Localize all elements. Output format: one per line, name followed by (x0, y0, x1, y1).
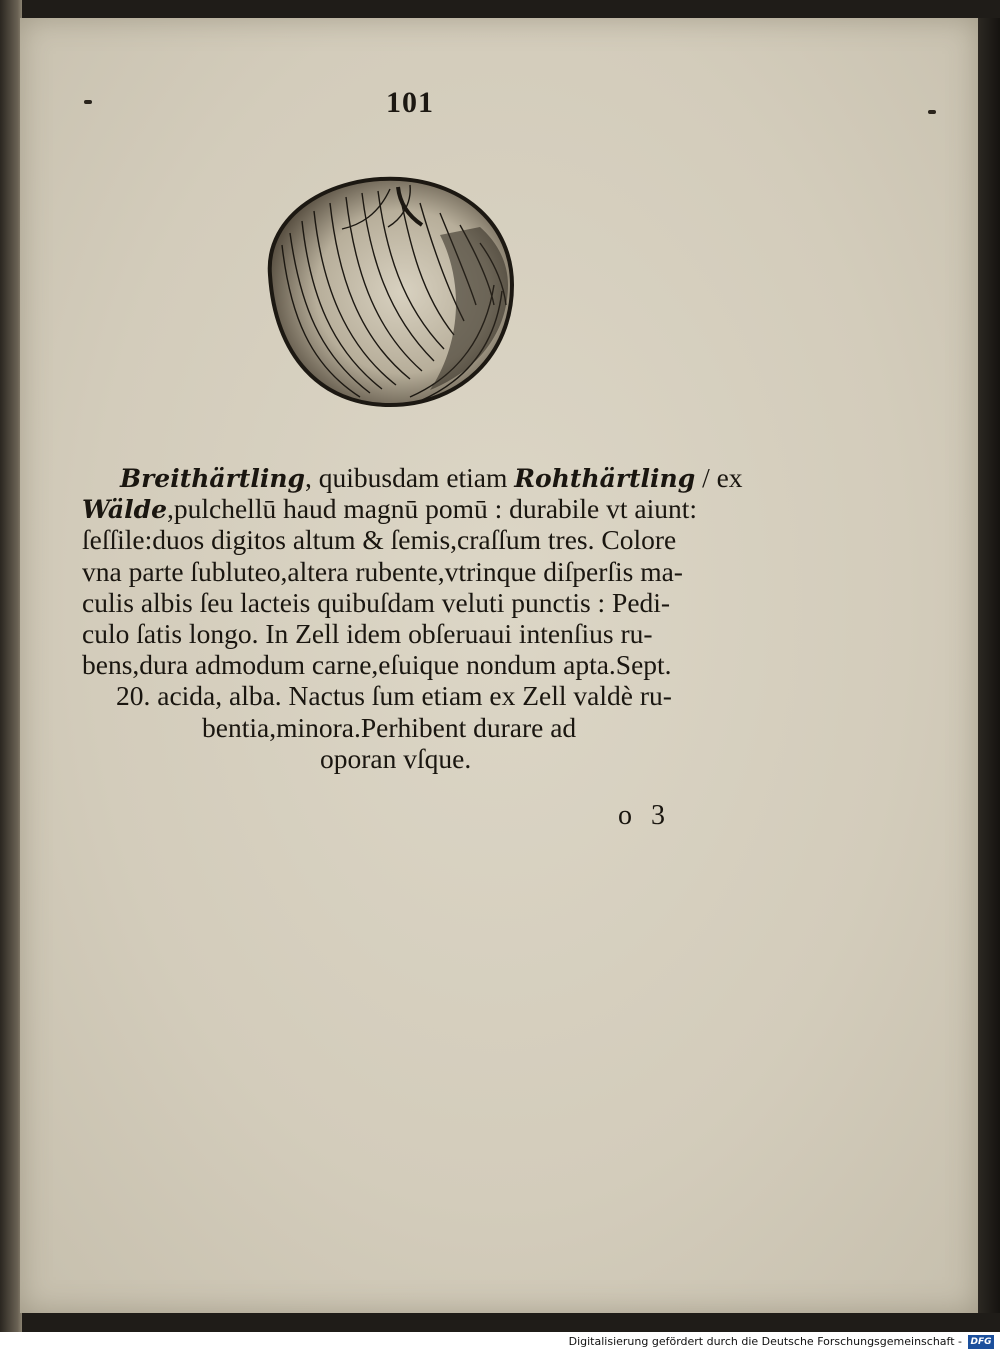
signature-mark: o 3 (618, 800, 671, 831)
text-line-2 (82, 493, 722, 524)
text-fragment: ,pulchellū haud magnū pomū : durabile vt aiunt: (167, 493, 698, 525)
name-breithaertling: Breithärtling (120, 464, 305, 493)
text-line-9: bentia,minora.Perhibent durare ad (202, 711, 577, 743)
page-edge-shadow (978, 18, 1000, 1313)
body-text (82, 462, 743, 774)
text-line-4: vna parte ſubluteo,altera rubente,vtrinque diſperſis ma- (82, 555, 683, 587)
footer-bar (0, 1332, 1000, 1353)
text-fragment: , quibusdam etiam (305, 462, 515, 493)
text-line-5: culis albis ſeu lacteis quibuſdam veluti punctis : Pedi- (82, 586, 671, 618)
funding-credit: Digitalisierung gefördert durch die Deutsche Forschungsgemeinschaft - (568, 1335, 962, 1348)
text-line-8: 20. acida, alba. Nactus ſum etiam ex Zell valdè ru- (116, 680, 672, 712)
text-line-1 (82, 462, 743, 493)
text-line-10: oporan vſque. (320, 742, 472, 774)
name-waelde: Wälde (82, 495, 167, 525)
text-line-3: ſeſſile:duos digitos altum & ſemis,craſſum tres. Colore (82, 524, 677, 556)
apple-woodcut-icon (250, 165, 520, 410)
book-spine (0, 0, 22, 1332)
page-mark-right (928, 110, 936, 114)
page-mark-left (84, 100, 92, 104)
name-rohthaertling: Rohthärtling (514, 464, 696, 493)
text-line-6: culo ſatis longo. In Zell idem obſeruaui intenſius ru- (82, 617, 653, 649)
page-number: 101 (386, 86, 434, 119)
text-fragment: / ex (695, 462, 743, 493)
text-line-7: bens,dura admodum carne,eſuique nondum apta.Sept. (82, 649, 672, 681)
dfg-logo-icon: DFG (968, 1335, 994, 1349)
